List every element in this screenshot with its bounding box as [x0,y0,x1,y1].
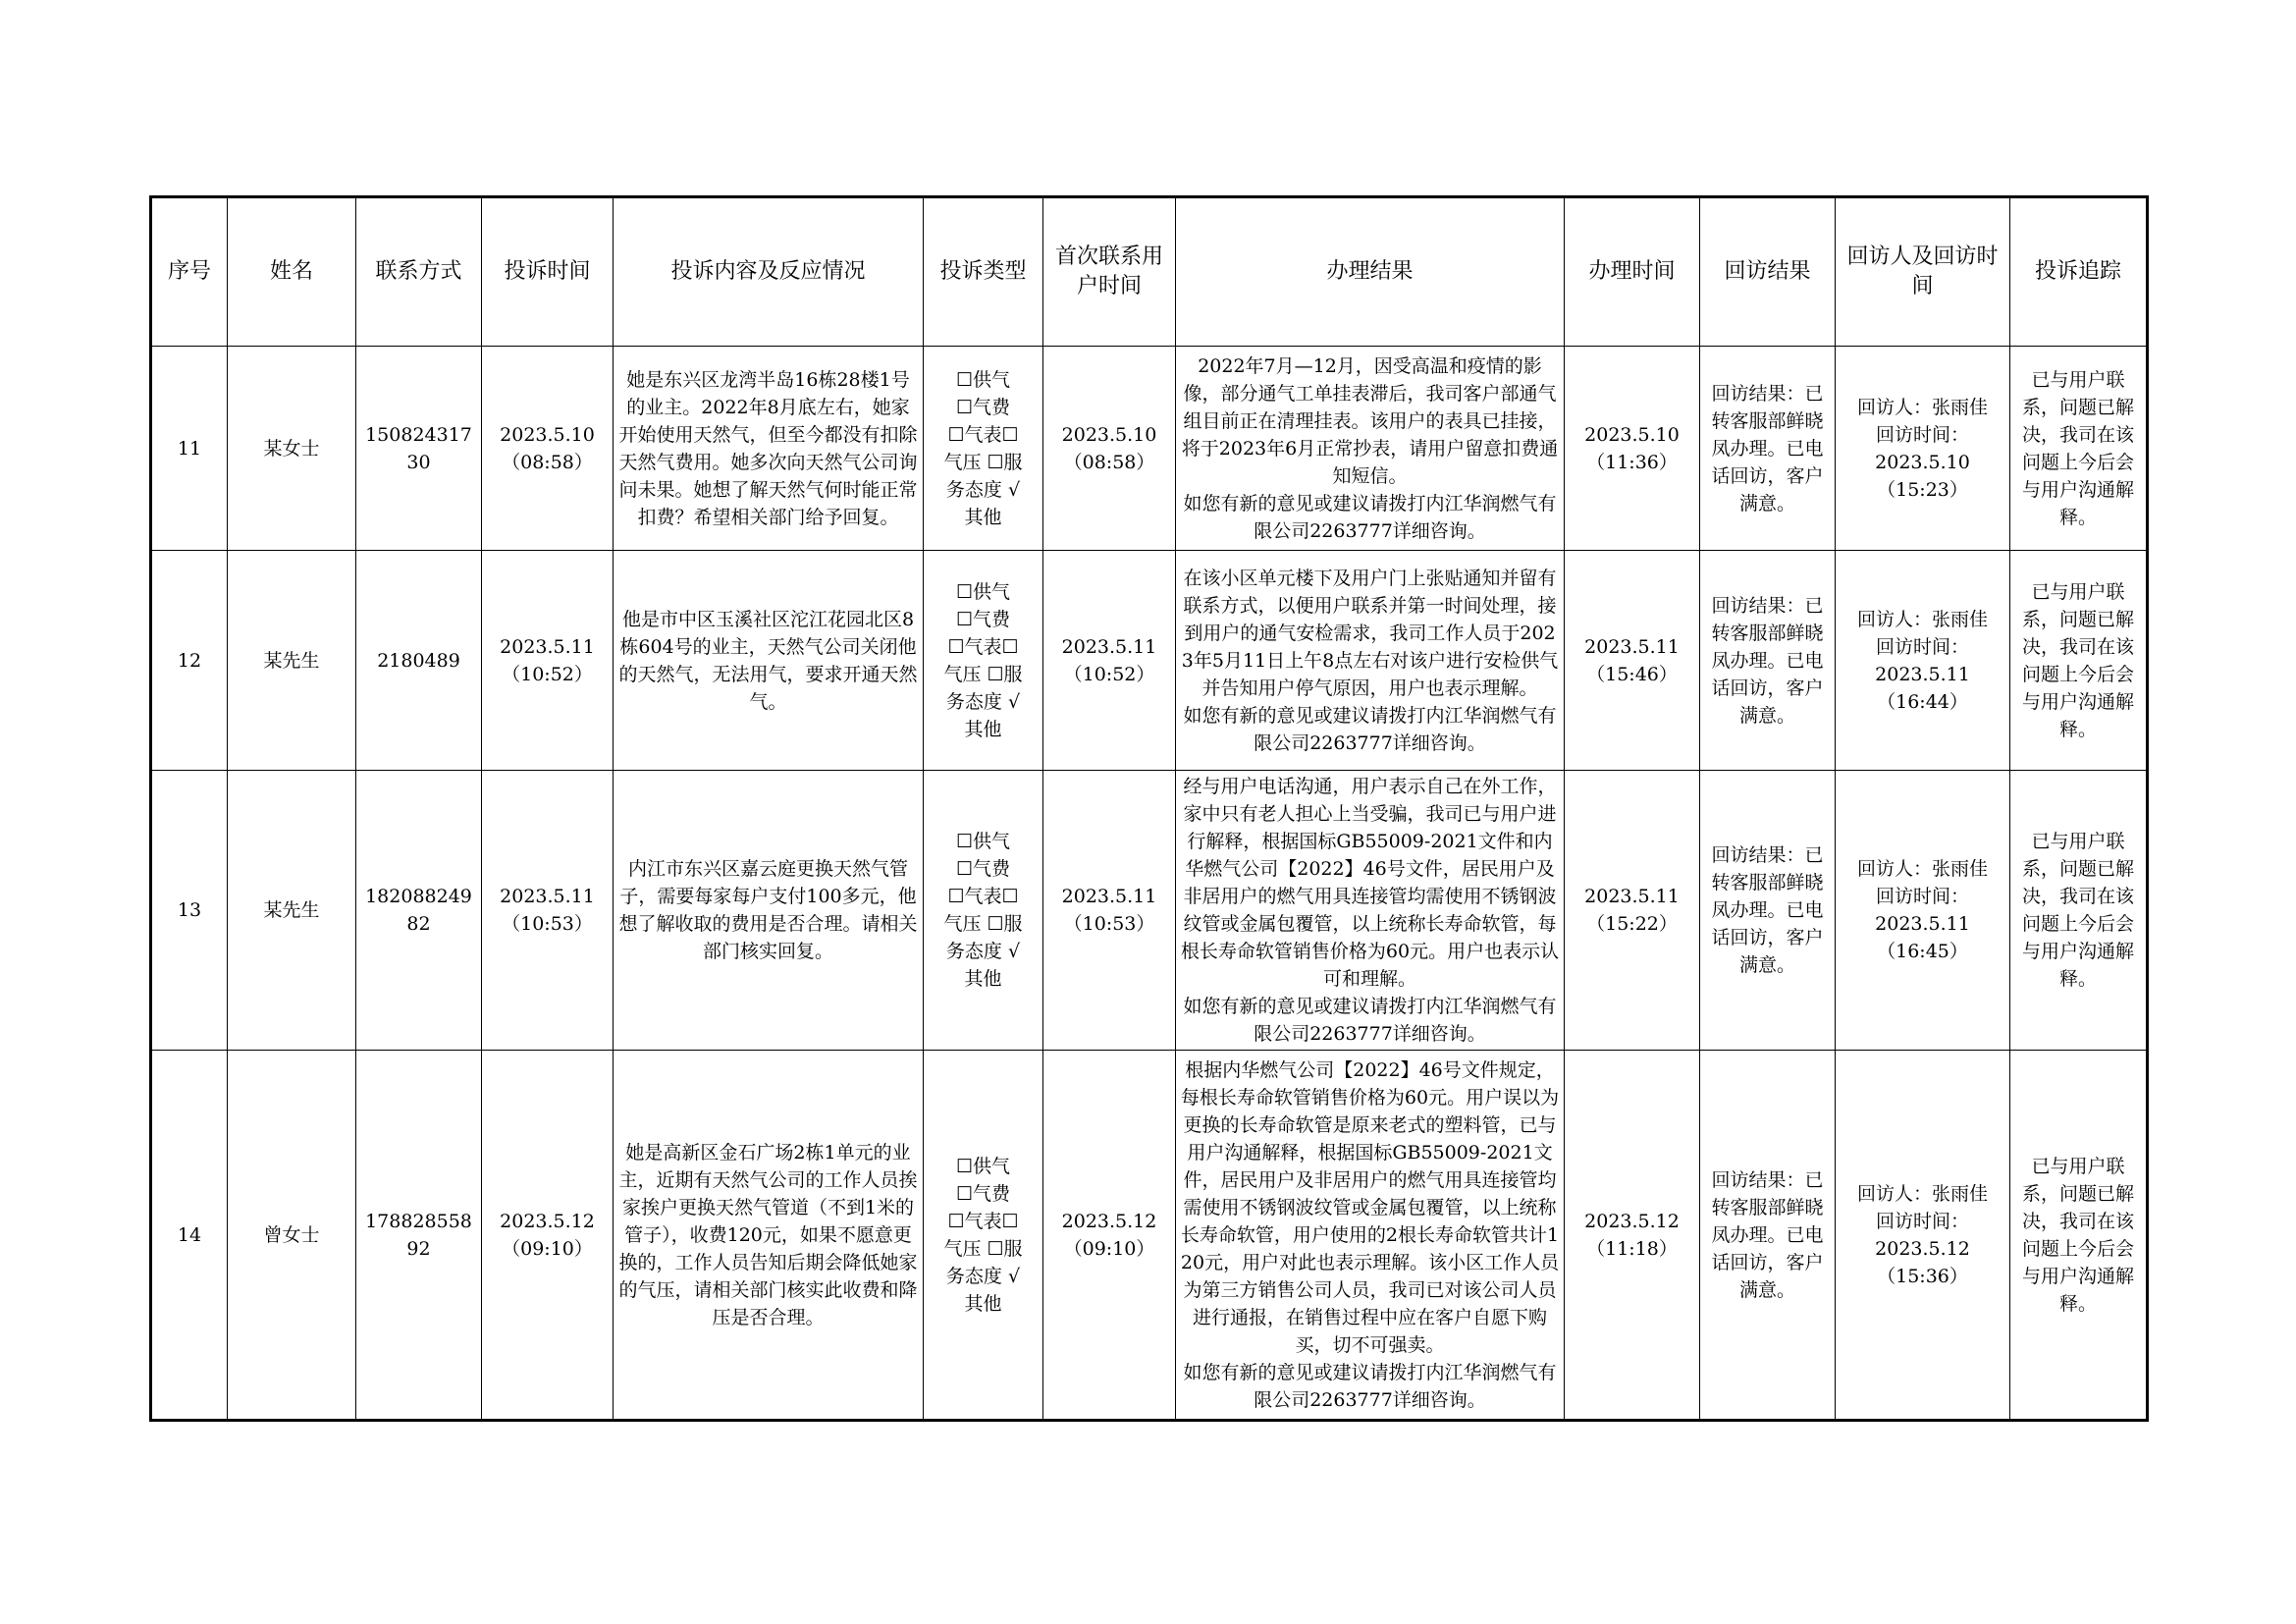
first-contact-date: 2023.5.10 [1061,423,1157,446]
type-option: ☐供气 [955,1155,1011,1177]
type-option: ☐气费 [955,608,1011,630]
table-row [151,551,2148,771]
cell-seq: 11 [151,347,228,551]
table-row [151,771,2148,1051]
type-option: 其他 [964,968,1002,990]
type-option: ☐气表☐ [947,1210,1019,1232]
complaint-date: 2023.5.11 [500,635,595,658]
type-option: ☐气表☐ [947,886,1019,907]
cell-type [924,551,1043,771]
first-contact-clock: （10:53） [1063,913,1155,935]
type-option: 务态度 √ [945,690,1021,713]
handle-date: 2023.5.12 [1584,1210,1680,1232]
handle-clock: （15:46） [1586,663,1678,685]
type-option: ☐供气 [955,368,1011,391]
handle-date: 2023.5.11 [1584,635,1680,658]
type-option: 务态度 √ [945,941,1021,962]
cell-first-contact [1043,551,1176,771]
cell-name: 某先生 [228,551,356,771]
complaint-clock: （09:10） [502,1237,593,1260]
cell-tracking: 已与用户联系，问题已解决，我司在该问题上今后会与用户沟通解释。 [2010,551,2148,771]
complaint-clock: （10:53） [502,913,593,935]
cell-type [924,1051,1043,1421]
header-tracking: 投诉追踪 [2010,197,2148,347]
visitor-name: 回访人：张雨佳 [1856,396,1988,418]
header-content: 投诉内容及反应情况 [614,197,924,347]
visit-date: 2023.5.11 [1875,663,1970,685]
result-text: 在该小区单元楼下及用户门上张贴通知并留有联系方式，以便用户联系并第一时间处理，接到用户的通气安检需求，我司工作人员于2023年5月11日上午8点左右对该户进行安检供气并告知用户停气原因，用户也表示理解。 如您有新的意见或建议请拨打内江华润燃气有限公司2263777详细咨询。 [1181,567,1559,754]
cell-result [1176,1051,1565,1421]
cell-type [924,347,1043,551]
cell-tracking: 已与用户联系，问题已解决，我司在该问题上今后会与用户沟通解释。 [2010,771,2148,1051]
cell-tracking: 已与用户联系，问题已解决，我司在该问题上今后会与用户沟通解释。 [2010,347,2148,551]
complaint-date: 2023.5.12 [500,1210,595,1232]
handle-date: 2023.5.10 [1584,423,1680,446]
complaint-date: 2023.5.11 [500,886,595,907]
header-handle-time: 办理时间 [1565,197,1700,347]
visitor-name: 回访人：张雨佳 [1856,608,1988,630]
cell-type [924,771,1043,1051]
cell-content: 她是东兴区龙湾半岛16栋28楼1号的业主。2022年8月底左右，她家开始使用天然气，但至今都没有扣除天然气费用。她多次向天然气公司询问未果。她想了解天然气何时能正常扣费？希望相关部门给予回复。 [614,347,924,551]
type-option: ☐气表☐ [947,423,1019,446]
visit-time-label: 回访时间： [1875,886,1969,907]
type-option: 气压 ☐服 [943,913,1023,935]
header-seq: 序号 [151,197,228,347]
handle-date: 2023.5.11 [1584,886,1680,907]
cell-complaint-time [482,1051,614,1421]
type-option: 其他 [964,506,1002,528]
visit-time-label: 回访时间： [1875,423,1969,446]
type-option: 气压 ☐服 [943,451,1023,473]
cell-result [1176,347,1565,551]
complaint-clock: （10:52） [502,663,593,685]
type-option: 气压 ☐服 [943,663,1023,685]
cell-visit-result: 回访结果：已转客服部鲜晓凤办理。已电话回访，客户满意。 [1700,551,1836,771]
first-contact-clock: （10:52） [1063,663,1155,685]
visitor-name: 回访人：张雨佳 [1856,1182,1988,1205]
cell-name: 某女士 [228,347,356,551]
cell-name: 曾女士 [228,1051,356,1421]
handle-clock: （11:36） [1586,451,1678,473]
cell-content: 他是市中区玉溪社区沱江花园北区8栋604号的业主，天然气公司关闭他的天然气，无法用气，要求开通天然气。 [614,551,924,771]
handle-clock: （15:22） [1586,913,1678,935]
cell-complaint-time [482,347,614,551]
table-row [151,1051,2148,1421]
cell-complaint-time [482,551,614,771]
cell-seq: 12 [151,551,228,771]
visit-clock: （15:23） [1877,478,1968,501]
type-option: 其他 [964,718,1002,740]
visitor-name: 回访人：张雨佳 [1856,858,1988,880]
cell-handle-time [1565,771,1700,1051]
header-name: 姓名 [228,197,356,347]
cell-content: 她是高新区金石广场2栋1单元的业主，近期有天然气公司的工作人员挨家挨户更换天然气管道（不到1米的管子），收费120元，如果不愿意更换的，工作人员告知后期会降低她家的气压，请相关部门核实此收费和降压是否合理。 [614,1051,924,1421]
complaint-clock: （08:58） [502,451,593,473]
cell-handle-time [1565,347,1700,551]
cell-contact: 15082431730 [356,347,482,551]
visit-date: 2023.5.10 [1875,451,1970,473]
cell-contact: 18208824982 [356,771,482,1051]
table-row [151,347,2148,551]
cell-visitor [1836,1051,2010,1421]
cell-handle-time [1565,551,1700,771]
type-option: ☐气费 [955,1182,1011,1205]
header-first-contact: 首次联系用户时间 [1043,197,1176,347]
visit-clock: （15:36） [1877,1265,1968,1287]
result-text: 经与用户电话沟通，用户表示自己在外工作，家中只有老人担心上当受骗，我司已与用户进行解释，根据国标GB55009-2021文件和内华燃气公司【2022】46号文件，居民用户及非居用户的燃气用具连接管均需使用不锈钢波纹管或金属包覆管，以上统称长寿命软管，每根长寿命软管销售价格为60元。用户也表示认可和理解。 如您有新的意见或建议请拨打内江华润燃气有限公司2263777详细咨询。 [1180,776,1560,1045]
type-option: ☐供气 [955,580,1011,603]
cell-first-contact [1043,347,1176,551]
type-option: ☐气费 [955,858,1011,880]
visit-clock: （16:45） [1877,941,1968,962]
cell-visit-result: 回访结果：已转客服部鲜晓凤办理。已电话回访，客户满意。 [1700,347,1836,551]
cell-first-contact [1043,771,1176,1051]
visit-time-label: 回访时间： [1875,635,1969,658]
header-result: 办理结果 [1176,197,1565,347]
result-text: 根据内华燃气公司【2022】46号文件规定，每根长寿命软管销售价格为60元。用户误以为更换的长寿命软管是原来老式的塑料管，已与用户沟通解释，根据国标GB55009-2021文件，居民用户及非居用户的燃气用具连接管均需使用不锈钢波纹管或金属包覆管，以上统称长寿命软管，用户使用的2根长寿命软管共计120元，用户对此也表示理解。该小区工作人员为第三方销售公司人员，我司已对该公司人员进行通报，在销售过程中应在客户自愿下购买，切不可强卖。 如您有新的意见或建议请拨打内江华润燃气有限公司2263777详细咨询。 [1180,1058,1560,1411]
type-option: 气压 ☐服 [943,1237,1023,1260]
type-option: 其他 [964,1292,1002,1315]
cell-first-contact [1043,1051,1176,1421]
cell-seq: 13 [151,771,228,1051]
type-option: 务态度 √ [945,1265,1021,1287]
cell-result [1176,551,1565,771]
cell-contact: 17882855892 [356,1051,482,1421]
header-contact: 联系方式 [356,197,482,347]
complaints-table [149,195,2149,1422]
header-type: 投诉类型 [924,197,1043,347]
header-visitor: 回访人及回访时间 [1836,197,2010,347]
visit-time-label: 回访时间： [1875,1210,1969,1232]
cell-complaint-time [482,771,614,1051]
complaint-date: 2023.5.10 [500,423,595,446]
cell-seq: 14 [151,1051,228,1421]
type-option: ☐气表☐ [947,635,1019,658]
header-visit-result: 回访结果 [1700,197,1836,347]
header-complaint-time: 投诉时间 [482,197,614,347]
cell-handle-time [1565,1051,1700,1421]
type-option: 务态度 √ [945,478,1021,501]
cell-tracking: 已与用户联系，问题已解决，我司在该问题上今后会与用户沟通解释。 [2010,1051,2148,1421]
type-option: ☐供气 [955,831,1011,852]
visit-clock: （16:44） [1877,690,1968,713]
cell-visit-result: 回访结果：已转客服部鲜晓凤办理。已电话回访，客户满意。 [1700,771,1836,1051]
cell-visit-result: 回访结果：已转客服部鲜晓凤办理。已电话回访，客户满意。 [1700,1051,1836,1421]
type-option: ☐气费 [955,396,1011,418]
first-contact-date: 2023.5.11 [1061,886,1157,907]
handle-clock: （11:18） [1586,1237,1678,1260]
first-contact-clock: （08:58） [1063,451,1155,473]
cell-visitor [1836,771,2010,1051]
cell-result [1176,771,1565,1051]
header-row [151,197,2148,347]
cell-visitor [1836,347,2010,551]
first-contact-date: 2023.5.11 [1061,635,1157,658]
cell-name: 某先生 [228,771,356,1051]
first-contact-date: 2023.5.12 [1061,1210,1157,1232]
cell-visitor [1836,551,2010,771]
visit-date: 2023.5.11 [1875,913,1970,935]
visit-date: 2023.5.12 [1875,1237,1970,1260]
cell-content: 内江市东兴区嘉云庭更换天然气管子，需要每家每户支付100多元，他想了解收取的费用是否合理。请相关部门核实回复。 [614,771,924,1051]
result-text: 2022年7月—12月，因受高温和疫情的影像，部分通气工单挂表滞后，我司客户部通气组目前正在清理挂表。该用户的表具已挂接，将于2023年6月正常抄表，请用户留意扣费通知短信。 如您有新的意见或建议请拨打内江华润燃气有限公司2263777详细咨询。 [1181,354,1559,542]
cell-contact: 2180489 [356,551,482,771]
first-contact-clock: （09:10） [1063,1237,1155,1260]
